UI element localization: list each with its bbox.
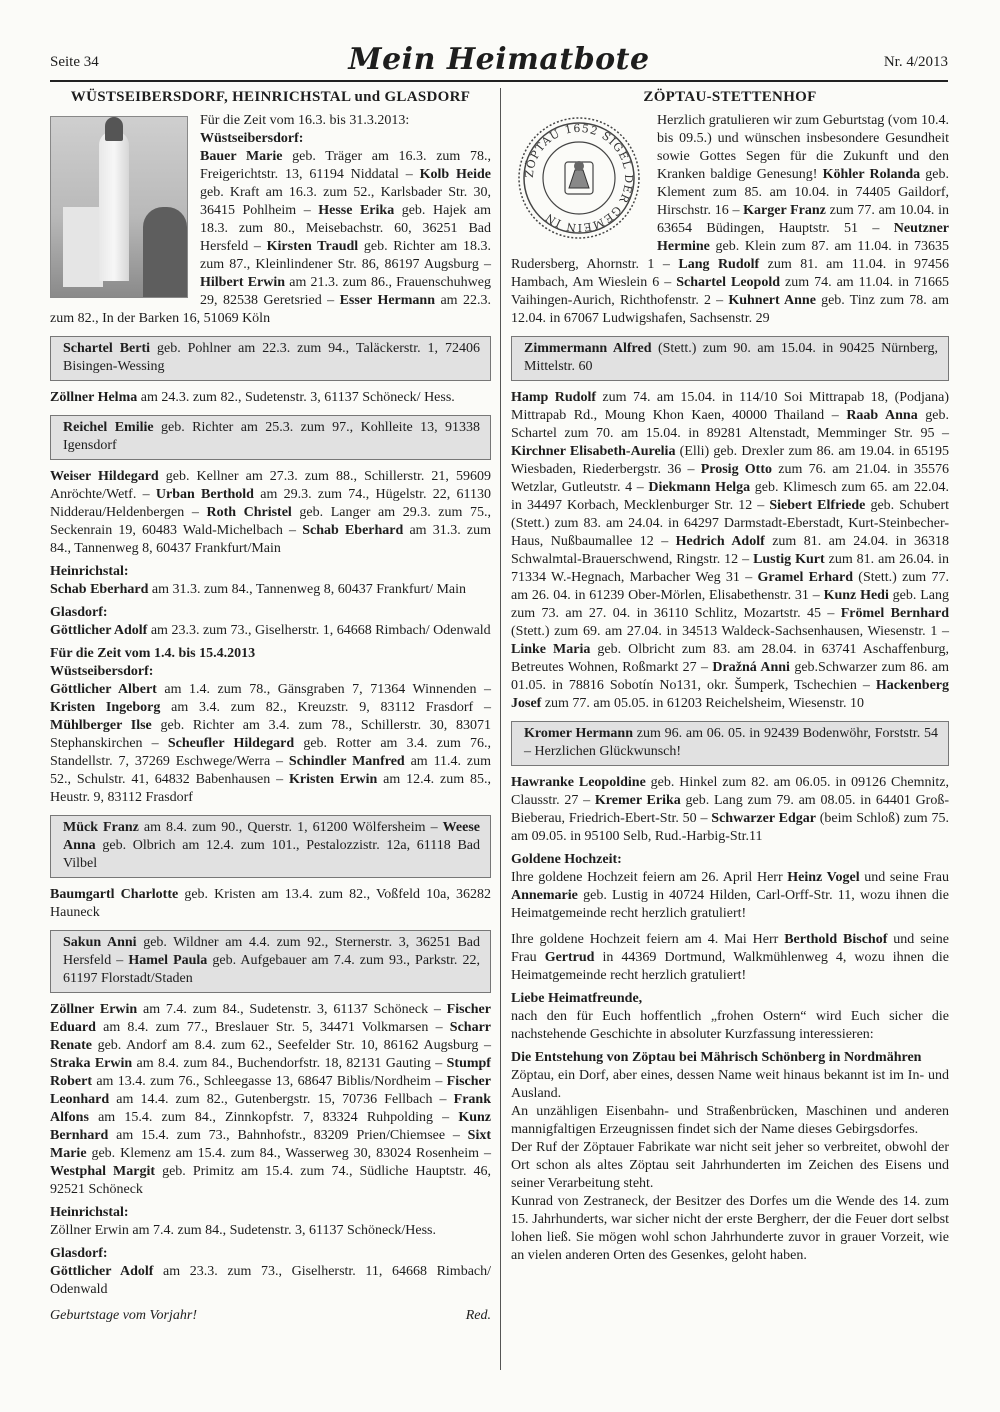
page-header (50, 42, 948, 78)
highlight-box: Sakun Anni geb. Wildner am 4.4. zum 92., Sternerstr. 3, 36251 Bad Hersfeld – Hamel Paula geb. Aufgebauer am 7.4. zum 93., Parkstr. 22, 61197 Florstadt/Staden (50, 930, 491, 993)
story-paragraph: Kunrad von Zestraneck, der Besitzer des Dorfes um die Wende des 14. zum 15. Jahrhunderts, war sicher nicht der erste Bergherr, der die Feuer dort selbst lohen ließ. Sie mögen wohl schon Jahrhunderte zuvor in grauer Vorzeit, wie an vielen anderen Orten des Gesenkes, geloht haben. (511, 1194, 949, 1263)
story-paragraph: Zöptau, ein Dorf, aber eines, dessen Name weit hinaus bekannt ist im In- und Ausland. (511, 1068, 949, 1101)
birthday-paragraph: Hawranke Leopoldine geb. Hinkel zum 82. am 06.05. in 09126 Chemnitz, Clausstr. 27 – Kremer Erika geb. Lang zum 79. am 08.05. in 64401 Groß-Bieberau, Friedrich-Ebert-Str. 50 – Schwarzer Edgar (beim Schloß) zum 75. am 09.05. in 95100 Selb, Rud.-Harbig-Str.11 (511, 775, 950, 844)
masthead-logo: Mein Heimatbote (348, 42, 650, 77)
birthday-paragraph: Herzlich gratulieren wir zum Geburtstag (vom 10.4. bis 09.5.) und wünschen insbesondere Gesundheit sowie Gottes Segen für die Zukunft und den Kranken baldige Genesung! Köhler Rolanda geb. Klement zum 85. am 10.04. in 74405 Gaildorf, Hirschstr. 16 – Karger Franz zum 77. am 10.04. in 63654 Büdingen, Hauptstr. 51 – Neutzner Hermine geb. Klein zum 87. am 11.04. in 73635 Rudersberg, Ahornstr. 1 – Lang Rudolf zum 81. am 11.04. in 97456 Hambach, Am Wieslein 6 – Schartel Leopold zum 74. am 11.04. in 71665 Vaihingen-Aurich, Richthofenstr. 2 – Kuhnert Anne geb. Tinz zum 78. am 12.04. in 67067 Ludwigshafen, Sachsenstr. 29 (511, 113, 950, 326)
greeting-paragraph: nach den für Euch hoffentlich „frohen Ostern“ wird Euch sicher die nachstehende Geschichte in absoluter Kurzfassung interessieren: (511, 1009, 949, 1042)
birthday-paragraph: Schab Eberhard am 31.3. zum 84., Tannenweg 8, 60437 Frankfurt/ Main (50, 582, 467, 597)
highlight-box: Zimmermann Alfred (Stett.) zum 90. am 15.04. in 90425 Nürnberg, Mittelstr. 60 (511, 336, 949, 381)
column-footer (50, 1307, 491, 1325)
footer-note: Geburtstage vom Vorjahr! (50, 1308, 197, 1323)
section-title-zoeptau: ZÖPTAU-STETTENHOF (643, 89, 817, 105)
highlight-box: Reichel Emilie geb. Richter am 25.3. zum 97., Kohlleite 13, 91338 Igensdorf (50, 415, 491, 460)
header-rule (50, 80, 948, 82)
left-column (50, 88, 491, 1325)
church-tower-shape (99, 131, 129, 281)
birthday-paragraph: Für die Zeit vom 16.3. bis 31.3.2013: Wüstseibersdorf: Bauer Marie geb. Träger am 16.3. zum 78., Freigerichtstr. 13, 61194 Niddatal – Kolb Heide geb. Kraft am 16.3. zum 52., Karlsbader Str. 30, 36415 Pohlheim – Hesse Erika geb. Hajek am 18.3. zum 80., Meisebachstr. 60, 36251 Bad Hersfeld – Kirsten Traudl geb. Richter am 18.3. zum 87., Kleinlindener Str. 86, 86197 Augsburg – Hilbert Erwin am 21.3. zum 86., Frauenschuhweg 29, 82538 Geretsried – Esser Hermann am 22.3. zum 82., In der Barken 16, 51069 Köln (50, 113, 492, 326)
seal-icon (511, 114, 647, 242)
subheading-story: Die Entstehung von Zöptau bei Mährisch Schönberg in Nordmähren (511, 1050, 922, 1065)
tree-shape (143, 207, 187, 297)
editor-signature: Red. (465, 1308, 491, 1323)
birthday-paragraph: Göttlicher Adolf am 23.3. zum 73., Giselherstr. 11, 64668 Rimbach/ Odenwald (50, 1264, 492, 1297)
birthday-paragraph: Zöllner Erwin am 7.4. zum 84., Sudetenstr. 3, 61137 Schöneck – Fischer Eduard am 8.4. zum 77., Breslauer Str. 5, 34471 Volkmarsen – Scharr Renate geb. Andorf am 8.4. zum 62., Seefelder Str. 10, 86162 Augsburg – Straka Erwin am 8.4. zum 84., Buchendorfstr. 18, 82131 Gauting – Stumpf Robert am 13.4. zum 76., Schleegasse 13, 68647 Biblis/Nordheim – Fischer Leonhard am 14.4. zum 82., Gutenbergstr. 15, 70736 Fellbach – Frank Alfons am 15.4. zum 84., Zinnkopfstr. 7, 83324 Ruhpolding – Kunz Bernhard am 15.4. zum 73., Bahnhofstr., 83209 Prien/Chiemsee – Sixt Marie geb. Klemenz am 15.4. zum 84., Wasserweg 30, 83024 Rosenheim – Westphal Margit geb. Primitz am 15.4. zum 74., Südliche Hauptstr. 46, 92521 Schöneck (50, 1002, 492, 1197)
birthday-paragraph: Weiser Hildegard geb. Kellner am 27.3. zum 88., Schillerstr. 21, 59609 Anröchte/Wetf. – Urban Berthold am 29.3. zum 74., Hügelstr. 22, 61130 Nidderau/Heldenbergen – Roth Christel geb. Langer am 29.3. zum 75., Seckenrain 19, 60483 Wald-Michelbach – Schab Eberhard am 31.3. zum 84., Tannenweg 8, 60437 Frankfurt/Main (50, 469, 491, 556)
anniversary-paragraph: Ihre goldene Hochzeit feiern am 26. April Herr Heinz Vogel und seine Frau Annemarie geb. Lustig in 40724 Hilden, Carl-Orff-Str. 11, wozu ihnen die Heimatgemeinde recht herzlich gratuliert! (511, 870, 949, 921)
highlight-box: Schartel Berti geb. Pohlner am 22.3. zum 94., Taläckerstr. 1, 72406 Bisingen-Wessing (50, 336, 491, 381)
anniversary-paragraph: Ihre goldene Hochzeit feiern am 4. Mai Herr Berthold Bischof und seine Frau Gertrud in 44369 Dortmund, Walkmühlenweg 4, wozu ihnen die Heimatgemeinde recht herzlich gratuliert! (511, 932, 949, 983)
church-nave-shape (63, 207, 103, 287)
issue-number: Nr. 4/2013 (883, 54, 948, 70)
highlight-box: Mück Franz am 8.4. zum 90., Querstr. 1, 61200 Wölfersheim – Weese Anna geb. Olbrich am 12.4. zum 101., Pestalozzistr. 12a, 61118 Bad Vilbel (50, 815, 491, 878)
story-paragraph: Der Ruf der Zöptauer Fabrikate war nicht seit jeher so verbreitet, obwohl der Ort schon als altes Zöptau seit Jahrhunderten im Zeichen des Eisens und seiner Verarbeitung steht. (511, 1140, 949, 1191)
birthday-paragraph: Göttlicher Albert am 1.4. zum 78., Gänsgraben 7, 71364 Winnenden – Kristen Ingeborg am 3.4. zum 82., Kreuzstr. 9, 83112 Frasdorf – Mühlberger Ilse geb. Richter am 3.4. zum 78., Schillerstr. 30, 83071 Stephanskirchen – Scheufler Hildegard geb. Rotter am 3.4. zum 76., Standellstr. 7, 37269 Eschwege/Werra – Schindler Manfred am 11.4. zum 52., Schulstr. 41, 64832 Babenhausen – Kristen Erwin am 12.4. zum 85., Heustr. 9, 83112 Frasdorf (50, 682, 492, 805)
municipal-seal (511, 114, 647, 242)
subheading-glasdorf: Glasdorf: (50, 1246, 108, 1261)
story-paragraph: An unzähligen Eisenbahn- und Straßenbrücken, Maschinen und anderen mannigfaltigen Erzeugnissen findet sich der Name dieses Gebirgsdorfes. (511, 1104, 949, 1137)
right-column (511, 88, 949, 1265)
birthday-paragraph: Zöllner Erwin am 7.4. zum 84., Sudetenstr. 3, 61137 Schöneck/Hess. (50, 1223, 436, 1238)
birthday-paragraph: Hamp Rudolf zum 74. am 15.04. in 114/10 Soi Mittrapab 18, (Podjana) Mittrapab Rd., Moung Khon Kaen, 40000 Thailand – Raab Anna geb. Schartel zum 70. am 15.04. in 89281 Altenstadt, Memminger Str. 95 – Kirchner Elisabeth-Aurelia (Elli) geb. Drexler zum 86. am 19.04. in 65195 Wiesbaden, Riederbergstr. 36 – Prosig Otto zum 76. am 21.04. in 35576 Wetzlar, Gutleutstr. 4 – Diekmann Helga geb. Klimesch zum 65. am 22.04. in 34497 Korbach, Mecklenburger Str. 12 – Siebert Elfriede geb. Schubert (Stett.) zum 83. am 24.04. in 64297 Darmstadt-Eberstadt, Kurt-Steinbecher-Haus, Nußbaumallee 12 – Hedrich Adolf zum 81. am 24.04. in 36318 Schwalmtal-Brauerschwend, Ringstr. 12 – Lustig Kurt zum 81. am 26.04. in 71334 W.-Hegnach, Marbacher Weg 31 – Gramel Erhard (Stett.) zum 77. am 26. 04. in 61239 Ober-Mörlen, Elisabethenstr. 31 – Kunz Hedi geb. Lang zum 73. am 27. 04. in 36110 Schlitz, Mozartstr. 45 – Frömel Bernhard (Stett.) zum 69. am 27.04. in 34513 Waldeck-Sachsenhausen, Wiesenstr. 1 – Linke Maria geb. Olbricht zum 83. am 28.04. in 63741 Aschaffenburg, Betreutes Wohnen, Roßmarkt 27 – Dražná Anni geb.Schwarzer zum 86. am 01.05. in 78816 Sobotín No131, okr. Šumperk, Tschechien – Hackenberg Josef zum 77. am 05.05. in 61203 Reichelsheim, Wiesenstr. 10 (511, 390, 950, 711)
birthday-paragraph: Zöllner Helma am 24.3. zum 82., Sudetenstr. 3, 61137 Schöneck/ Hess. (50, 390, 455, 405)
birthday-paragraph: Göttlicher Adolf am 23.3. zum 73., Giselherstr. 1, 64668 Rimbach/ Odenwald (50, 623, 491, 638)
church-dome-shape (105, 117, 123, 141)
church-photo (50, 116, 188, 298)
birthday-paragraph: Baumgartl Charlotte geb. Kristen am 13.4. zum 82., Voßfeld 10a, 36282 Hauneck (50, 887, 491, 920)
subheading-period: Für die Zeit vom 1.4. bis 15.4.2013 (50, 646, 256, 661)
subheading-greeting: Liebe Heimatfreunde, (511, 991, 643, 1006)
subheading-golden-wedding: Goldene Hochzeit: (511, 852, 622, 867)
subheading-glasdorf: Glasdorf: (50, 605, 108, 620)
seal-lettering: ZÖPTAU 1652 SIGEL DER GEMEIN IN (522, 121, 636, 235)
subheading-heinrichstal: Heinrichstal: (50, 564, 129, 579)
highlight-box: Kromer Hermann zum 96. am 06. 05. in 92439 Bodenwöhr, Forststr. 54 – Herzlichen Glückwunsch! (511, 721, 949, 766)
subheading-heinrichstal: Heinrichstal: (50, 1205, 129, 1220)
column-divider (500, 88, 501, 1370)
page-number: Seite 34 (50, 54, 99, 70)
subheading-wuestseibersdorf: Wüstseibersdorf: (50, 664, 154, 679)
section-title-wuestseibersdorf: WÜSTSEIBERSDORF, HEINRICHSTAL und GLASDORF (70, 89, 471, 105)
